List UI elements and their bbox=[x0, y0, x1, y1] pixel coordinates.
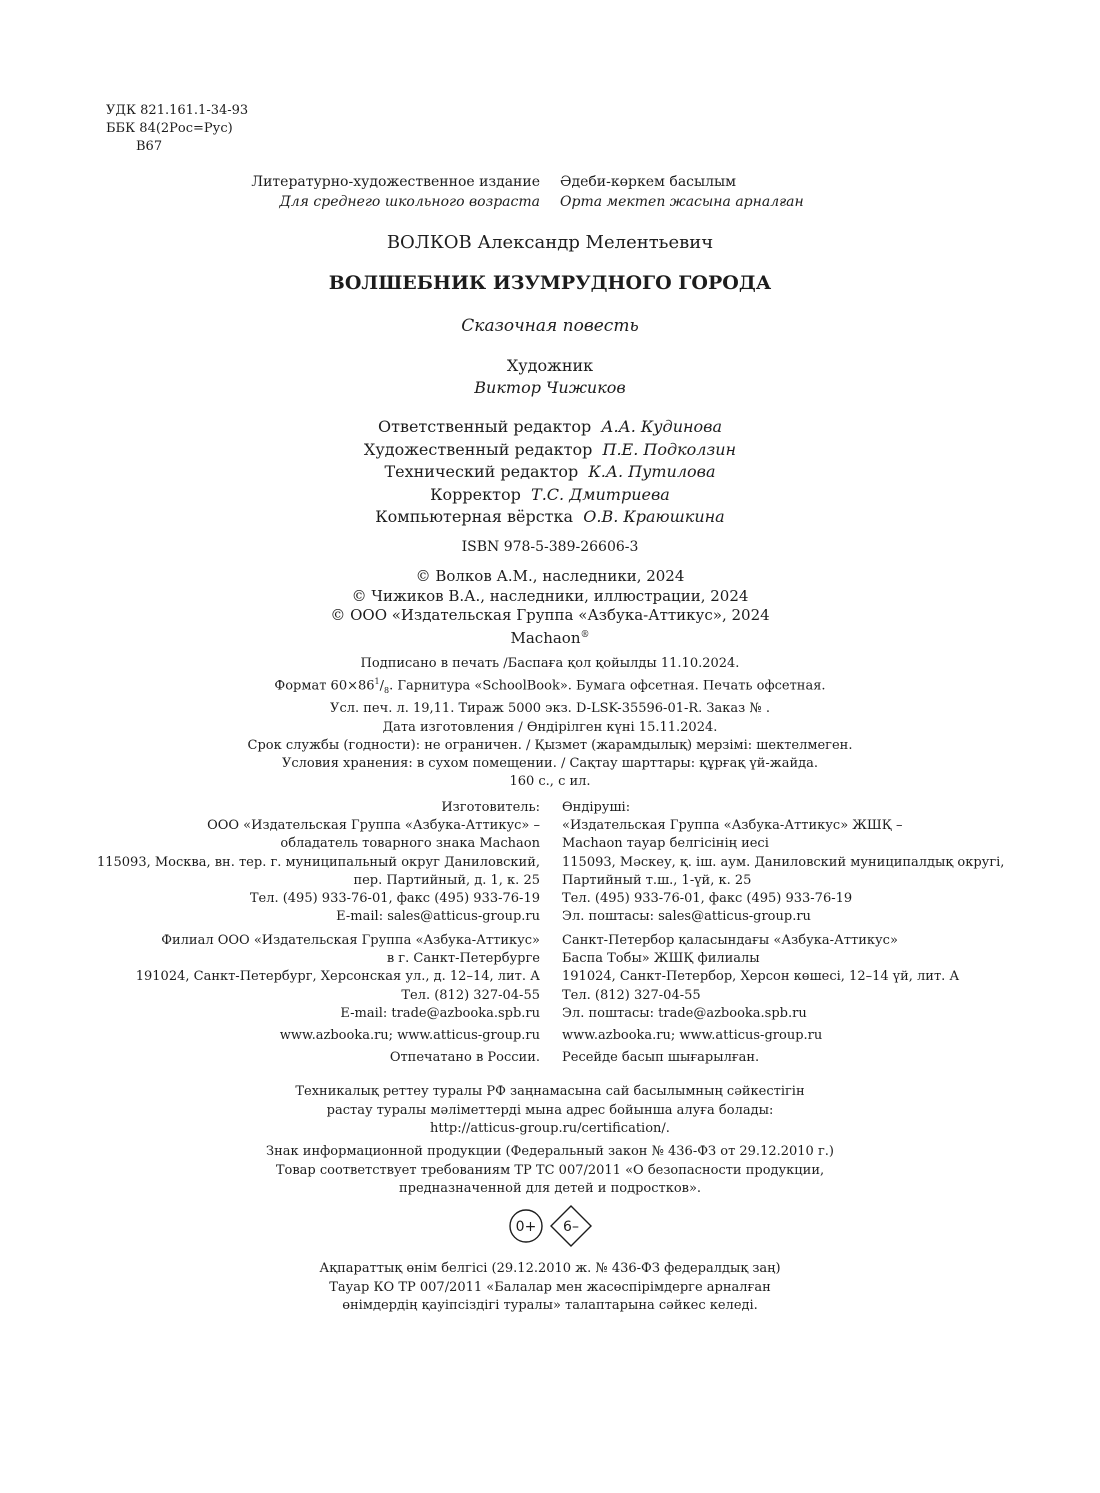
age-diamond-label: 6– bbox=[563, 1219, 579, 1235]
manufacturer-line: пер. Партийный, д. 1, к. 25 bbox=[353, 872, 540, 888]
info-sign-line: Тауар КО ТР 007/2011 «Балалар мен жасөспірімдерге арналған bbox=[329, 1279, 771, 1295]
branch-line: Филиал ООО «Издательская Группа «Азбука-Аттикус» bbox=[161, 933, 540, 948]
manufacturer-kz bbox=[562, 799, 1004, 926]
format-prefix: Формат 60×86 bbox=[274, 678, 375, 694]
copyright-line: © Волков А.М., наследники, 2024 bbox=[415, 567, 685, 585]
manufacturer-line: Партийный т.ш., 1-үй, к. 25 bbox=[562, 872, 752, 888]
format-numerator: 1 bbox=[374, 677, 380, 687]
staff-row bbox=[0, 461, 1100, 484]
branch-line: 191024, Санкт-Петербург, Херсонская ул., д. 12–14, лит. А bbox=[135, 969, 540, 985]
manufacturer-line: обладатель товарного знака Machaon bbox=[280, 836, 540, 852]
information-sign-kz bbox=[0, 1260, 1100, 1316]
artist-label: Художник bbox=[506, 356, 594, 375]
copyright-block bbox=[0, 567, 1100, 648]
staff-person: А.А. Кудинова bbox=[601, 417, 723, 436]
certification-line: растау туралы мәліметтерді мына адрес бойынша алуға болады: bbox=[326, 1102, 774, 1118]
age-group-kz: Орта мектеп жасына арналған bbox=[560, 194, 804, 210]
information-sign-ru bbox=[0, 1143, 1100, 1199]
info-sign-line: Товар соответствует требованиям ТР ТС 007/2011 «О безопасности продукции, bbox=[275, 1162, 825, 1178]
staff-row bbox=[0, 439, 1100, 462]
staff-person: О.В. Краюшкина bbox=[583, 507, 725, 526]
brand-line bbox=[0, 626, 1100, 649]
printed-ru: Отпечатано в России. bbox=[389, 1050, 540, 1065]
manufacturer-line: Өндіруші: bbox=[562, 800, 631, 815]
branch-line: E-mail: trade@azbooka.spb.ru bbox=[340, 1005, 540, 1021]
websites-ru: www.azbooka.ru; www.atticus-group.ru bbox=[279, 1028, 540, 1043]
age-circle-label: 0+ bbox=[515, 1219, 537, 1235]
branch-kz bbox=[562, 932, 959, 1023]
format-suffix: . Гарнитура «SchoolBook». Бумага офсетная. Печать офсетная. bbox=[389, 678, 826, 694]
manufacturer-line: 115093, Мәскеу, қ. іш. аум. Даниловский муниципалдық округі, bbox=[562, 854, 1005, 870]
storage-conditions: Условия хранения: в сухом помещении. / Сақтау шарттары: құрғақ үй-жайда. bbox=[281, 755, 819, 771]
info-sign-line: Ақпараттық өнім белгісі (29.12.2010 ж. № 436-ФЗ федералдық заң) bbox=[319, 1261, 781, 1276]
edition-type bbox=[0, 172, 1100, 214]
staff-role: Компьютерная вёрстка bbox=[375, 507, 574, 526]
format-line: Формат $60\times 86^1/_8$. Гарнитура «SchoolBook». Бумага офсетная. Печать офсетная. bbox=[274, 677, 826, 696]
manufacturer-line: Тел. (495) 933-76-01, факс (495) 933-76-19 bbox=[249, 891, 540, 907]
staff-row bbox=[0, 484, 1100, 507]
age-diamond-badge bbox=[551, 1206, 591, 1246]
branch-line: Баспа Тобы» ЖШҚ филиалы bbox=[562, 951, 760, 967]
author-mark: В67 bbox=[136, 139, 163, 154]
staff-role: Технический редактор bbox=[384, 462, 579, 481]
bbk-code: ББК 84(2Рос=Рус) bbox=[106, 121, 233, 136]
info-sign-line: өнімдердің қауіпсіздігі туралы» талаптарына сәйкес келеді. bbox=[342, 1298, 758, 1313]
branch-ru bbox=[136, 932, 540, 1023]
age-rating-badges bbox=[508, 1204, 598, 1248]
classification-block bbox=[106, 102, 248, 156]
age-circle-badge bbox=[510, 1210, 542, 1242]
udk-code: УДК 821.161.1-34-93 bbox=[106, 103, 249, 118]
format-denominator: 8 bbox=[384, 686, 390, 696]
info-sign-line: предназначенной для детей и подростков». bbox=[398, 1181, 702, 1196]
author-name: ВОЛКОВ Александр Мелентьевич bbox=[386, 232, 714, 253]
branch-line: Санкт-Петербор қаласындағы «Азбука-Аттикус» bbox=[562, 933, 898, 948]
branch-line: Тел. (812) 327-04-55 bbox=[562, 987, 701, 1003]
staff-row bbox=[0, 506, 1100, 529]
branch-line: Эл. поштасы: trade@azbooka.spb.ru bbox=[562, 1005, 807, 1021]
branch-line: в г. Санкт-Петербурге bbox=[386, 951, 540, 967]
manufacture-date: Дата изготовления / Өндірілген күні 15.11.2024. bbox=[382, 719, 718, 735]
printed-kz: Ресейде басып шығарылған. bbox=[562, 1050, 760, 1065]
branch-line: Тел. (812) 327-04-55 bbox=[401, 987, 540, 1003]
edition-type-ru: Литературно-художественное издание bbox=[251, 174, 540, 190]
certification-note-kz bbox=[0, 1083, 1100, 1139]
manufacturer-line: Изготовитель: bbox=[441, 800, 540, 815]
manufacturer-line: Machaon тауар белгісінің иесі bbox=[562, 836, 769, 852]
copyright-line: © Чижиков В.А., наследники, иллюстрации, 2024 bbox=[351, 586, 749, 605]
signed-date: Подписано в печать /Баспаға қол қойылды 11.10.2024. bbox=[360, 656, 740, 671]
print-details bbox=[0, 655, 1100, 773]
manufacturer-line: E-mail: sales@atticus-group.ru bbox=[336, 909, 540, 925]
book-title: ВОЛШЕБНИК ИЗУМРУДНОГО ГОРОДА bbox=[328, 272, 772, 294]
staff-role: Корректор bbox=[430, 484, 521, 504]
websites-kz: www.azbooka.ru; www.atticus-group.ru bbox=[562, 1028, 823, 1043]
book-genre: Сказочная повесть bbox=[461, 316, 639, 336]
manufacturer-ru bbox=[97, 799, 540, 926]
service-life: Срок службы (годности): не ограничен. / Қызмет (жарамдылық) мерзімі: шектелмеген. bbox=[247, 737, 853, 753]
age-group-ru: Для среднего школьного возраста bbox=[279, 194, 540, 210]
staff-row bbox=[0, 416, 1100, 439]
staff-role: Художественный редактор bbox=[363, 439, 593, 459]
manufacturer-line: Тел. (495) 933-76-01, факс (495) 933-76-19 bbox=[562, 891, 853, 907]
artist-name: Виктор Чижиков bbox=[474, 378, 626, 397]
branch-line: 191024, Санкт-Петербор, Херсон көшесі, 12–14 үй, лит. А bbox=[562, 969, 960, 985]
page-count: 160 с., с ил. bbox=[509, 774, 591, 789]
brand-name: Machaon bbox=[510, 628, 581, 647]
staff-person: Т.С. Дмитриева bbox=[531, 484, 670, 504]
registered-mark: ® bbox=[580, 629, 590, 640]
certification-link: http://atticus-group.ru/certification/. bbox=[430, 1121, 670, 1136]
isbn: ISBN 978-5-389-26606-3 bbox=[461, 539, 639, 555]
manufacturer-line: «Издательская Группа «Азбука-Аттикус» ЖШҚ – bbox=[562, 818, 903, 834]
staff-person: К.А. Путилова bbox=[588, 462, 716, 481]
manufacturer-line: ООО «Издательская Группа «Азбука-Аттикус» – bbox=[207, 818, 540, 834]
print-run: Усл. печ. л. 19,11. Тираж 5000 экз. D-LSK-35596-01-R. Заказ № . bbox=[330, 701, 770, 717]
edition-type-kz: Әдеби-көркем басылым bbox=[560, 174, 737, 190]
manufacturer-line: Эл. поштасы: sales@atticus-group.ru bbox=[562, 909, 811, 925]
staff-person: П.Е. Подколзин bbox=[602, 439, 737, 459]
info-sign-line: Знак информационной продукции (Федеральный закон № 436-ФЗ от 29.12.2010 г.) bbox=[266, 1144, 834, 1159]
manufacturer-line: 115093, Москва, вн. тер. г. муниципальный округ Даниловский, bbox=[96, 854, 540, 870]
certification-line: Техникалық реттеу туралы РФ заңнамасына сай басылымның сәйкестігін bbox=[295, 1084, 805, 1099]
copyright-line: © ООО «Издательская Группа «Азбука-Аттикус», 2024 bbox=[330, 606, 770, 624]
staff-role: Ответственный редактор bbox=[377, 417, 592, 436]
staff-list bbox=[0, 416, 1100, 529]
